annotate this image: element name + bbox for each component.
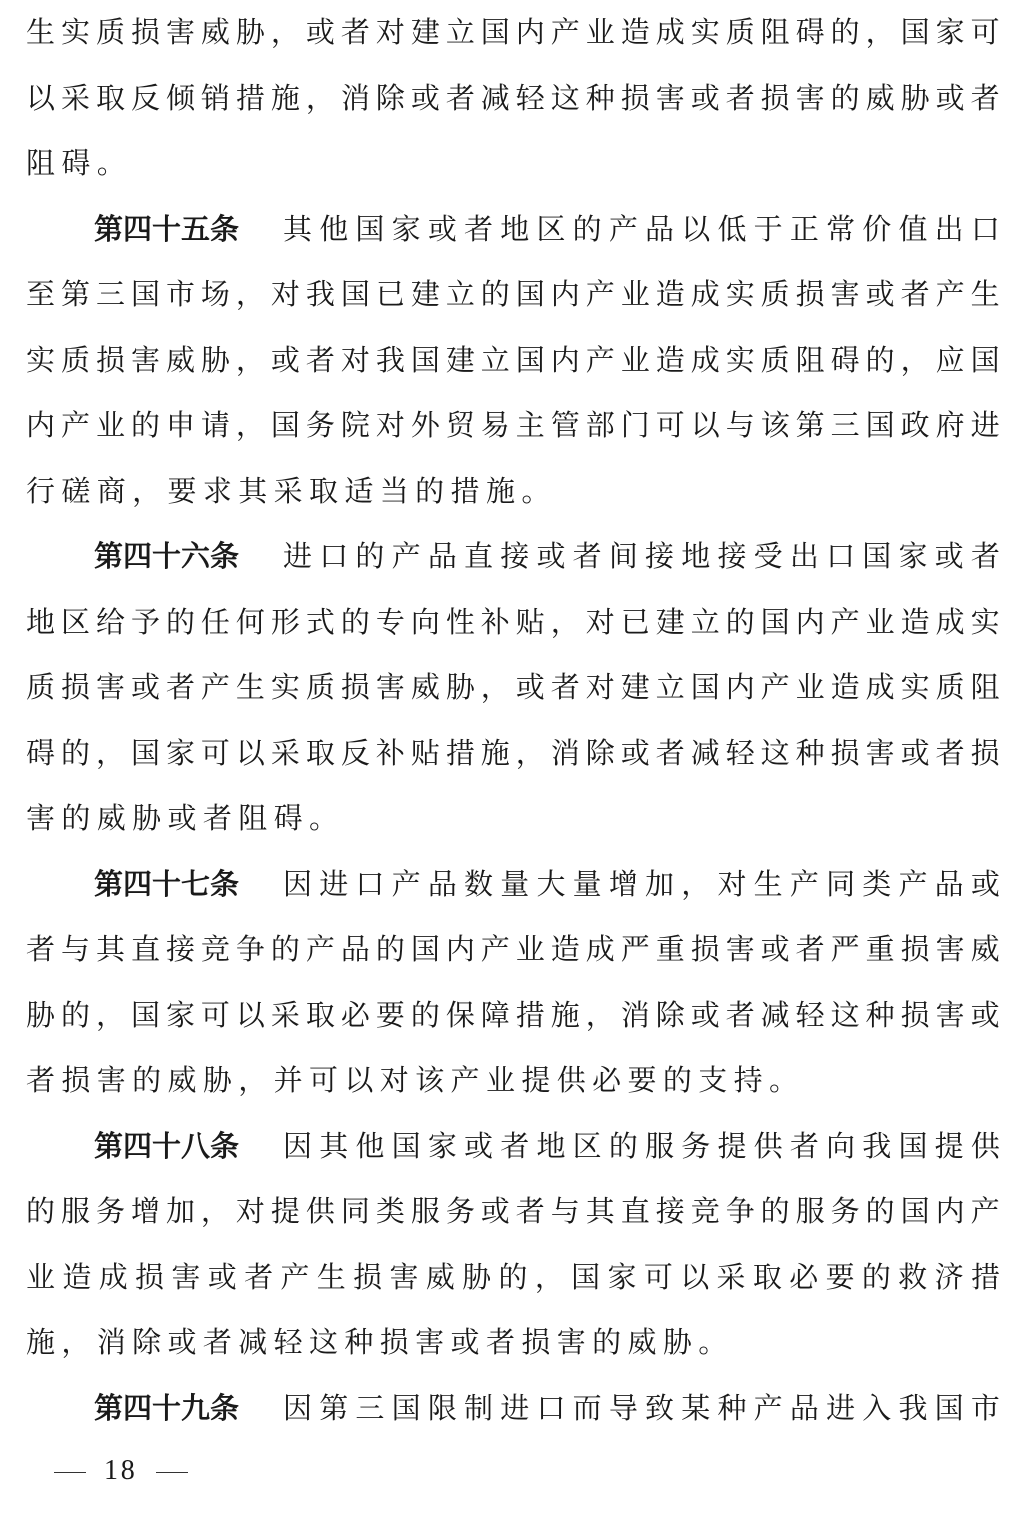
line-text: 实 质 损 害 威 胁 ， 或 者 对 我 国 建 立 国 内 产 业 造 成 实 质 阻 碍 的 ， 应 国 (26, 342, 1000, 377)
text-line (26, 786, 1000, 852)
text-line (26, 328, 1000, 394)
line-text: 业 造 成 损 害 或 者 产 生 损 害 威 胁 的 ， 国 家 可 以 采 取 必 要 的 救 济 措 (26, 1259, 1000, 1294)
line-text: 以 采 取 反 倾 销 措 施 ， 消 除 或 者 减 轻 这 种 损 害 或 者 损 害 的 威 胁 或 者 (26, 80, 1000, 115)
article-title: 第四十七条 (94, 866, 240, 901)
right-dash (156, 1472, 188, 1473)
article-paragraph (26, 524, 1000, 852)
article-title: 第四十五条 (94, 211, 240, 246)
text-line (26, 1048, 1000, 1114)
line-text: 胁 的 ， 国 家 可 以 采 取 必 要 的 保 障 措 施 ， 消 除 或 者 减 轻 这 种 损 害 或 (26, 997, 1000, 1032)
text-line (26, 1310, 1000, 1376)
line-text: 进 口 的 产 品 直 接 或 者 间 接 地 接 受 出 口 国 家 或 者 (283, 539, 1000, 573)
article-paragraph (26, 197, 1000, 525)
text-line (26, 1245, 1000, 1311)
line-text: 质 损 害 或 者 产 生 实 质 损 害 威 胁 ， 或 者 对 建 立 国 内 产 业 造 成 实 质 阻 (26, 670, 1000, 704)
text-line (26, 393, 1000, 459)
line-text: 其 他 国 家 或 者 地 区 的 产 品 以 低 于 正 常 价 值 出 口 (283, 211, 1000, 246)
line-text: 地 区 给 予 的 任 何 形 式 的 专 向 性 补 贴 ， 对 已 建 立 的 国 内 产 业 造 成 实 (26, 604, 1000, 639)
article-paragraph (26, 1114, 1000, 1376)
line-text: 行磋商，要求其采取适当的措施。 (26, 473, 557, 508)
text-line (26, 66, 1000, 132)
line-text: 内 产 业 的 申 请 ， 国 务 院 对 外 贸 易 主 管 部 门 可 以 与 该 第 三 国 政 府 进 (26, 408, 1000, 442)
line-text: 者 与 其 直 接 竞 争 的 产 品 的 国 内 产 业 造 成 严 重 损 害 或 者 严 重 损 害 威 (26, 932, 1000, 966)
line-text: 生 实 质 损 害 威 胁 ， 或 者 对 建 立 国 内 产 业 造 成 实 质 阻 碍 的 ， 国 家 可 (26, 15, 1000, 49)
page-number-value: 18 (104, 1455, 138, 1486)
line-text: 因 第 三 国 限 制 进 口 而 导 致 某 种 产 品 进 入 我 国 市 (283, 1390, 1000, 1425)
left-dash (54, 1472, 86, 1473)
article-title: 第四十八条 (94, 1128, 240, 1163)
line-text: 阻碍。 (26, 146, 133, 180)
text-line (26, 655, 1000, 721)
article-title: 第四十九条 (94, 1390, 240, 1425)
text-line (26, 852, 1000, 918)
text-line (26, 262, 1000, 328)
line-text: 害的威胁或者阻碍。 (26, 801, 345, 835)
text-line (26, 1179, 1000, 1245)
text-line (26, 131, 1000, 197)
text-line (26, 917, 1000, 983)
text-line (26, 983, 1000, 1049)
text-line (26, 1376, 1000, 1442)
article-title: 第四十六条 (94, 539, 240, 573)
text-line (26, 197, 1000, 263)
line-text: 施，消除或者减轻这种损害或者损害的威胁。 (26, 1325, 734, 1359)
text-line (26, 721, 1000, 787)
page-number (36, 1455, 206, 1487)
line-text: 至 第 三 国 市 场 ， 对 我 国 已 建 立 的 国 内 产 业 造 成 实 质 损 害 或 者 产 生 (26, 277, 1000, 311)
text-line (26, 1114, 1000, 1180)
text-line (26, 459, 1000, 525)
text-line (26, 524, 1000, 590)
article-paragraph (26, 852, 1000, 1114)
line-text: 的 服 务 增 加 ， 对 提 供 同 类 服 务 或 者 与 其 直 接 竞 争 的 服 务 的 国 内 产 (26, 1194, 1000, 1228)
line-text: 者损害的威胁，并可以对该产业提供必要的支持。 (26, 1063, 805, 1097)
text-line (26, 590, 1000, 656)
line-text: 因 其 他 国 家 或 者 地 区 的 服 务 提 供 者 向 我 国 提 供 (283, 1128, 1000, 1163)
continuation-paragraph (26, 0, 1000, 197)
text-line (26, 0, 1000, 66)
line-text: 因 进 口 产 品 数 量 大 量 增 加 ， 对 生 产 同 类 产 品 或 (283, 866, 1000, 901)
line-text: 碍 的 ， 国 家 可 以 采 取 反 补 贴 措 施 ， 消 除 或 者 减 轻 这 种 损 害 或 者 损 (26, 735, 1000, 770)
article-paragraph (26, 1376, 1000, 1442)
document-page (26, 0, 1000, 1441)
